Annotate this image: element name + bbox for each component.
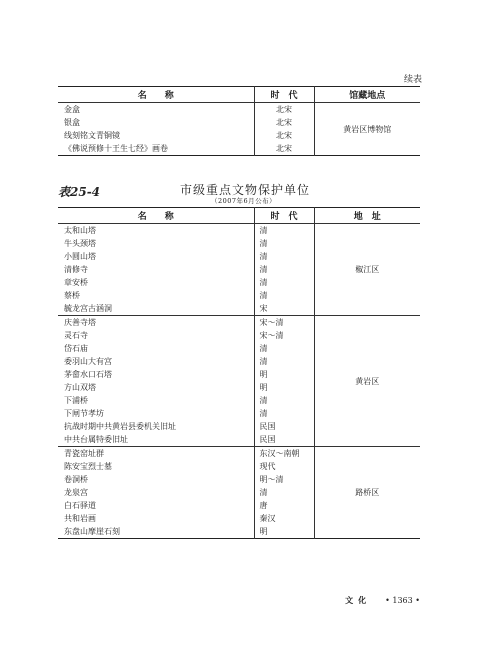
cell-address: 椒江区 [314, 224, 420, 316]
cell-era: 北宋 [254, 116, 314, 129]
cell-name: 太和山塔 [64, 226, 96, 235]
cell-name: 东盘山摩崖石刻 [64, 527, 120, 536]
cell-era: 清 [254, 276, 314, 289]
cell-name: 共和岩画 [64, 514, 96, 523]
cell-era: 明～清 [254, 473, 314, 486]
cell-era: 北宋 [254, 142, 314, 156]
continued-label: 续表 [403, 75, 422, 85]
cell-era: 清 [254, 263, 314, 276]
cell-address: 路桥区 [314, 447, 420, 539]
cell-name: 毓龙宫古涵洞 [64, 304, 112, 313]
cell-name: 岱石庙 [64, 344, 88, 353]
cell-name: 方山双塔 [64, 383, 96, 392]
museum-collection-table [58, 86, 420, 156]
cell-name: 银盒 [64, 118, 80, 127]
cell-era: 宋 [254, 302, 314, 316]
page-footer [345, 595, 420, 606]
cell-era: 清 [254, 486, 314, 499]
cell-name: 卷洞桥 [64, 475, 88, 484]
cell-era: 北宋 [254, 129, 314, 142]
header-era: 时 代 [254, 208, 314, 224]
table-label: 表25-4 [58, 185, 101, 199]
cell-name: 青瓷窑址群 [58, 447, 254, 461]
header-era: 时 代 [254, 87, 314, 103]
cell-era: 清 [254, 289, 314, 302]
cell-name: 金盒 [64, 105, 80, 114]
cell-name: 小圆山塔 [64, 252, 96, 261]
cell-era: 唐 [254, 499, 314, 512]
cell-name: 抗战时期中共黄岩县委机关旧址 [64, 422, 176, 431]
cell-name: 陈安宝烈士墓 [64, 462, 112, 471]
cell-name: 清修寺 [64, 265, 88, 274]
cell-era: 宋～清 [254, 316, 314, 330]
cell-era: 民国 [254, 433, 314, 447]
cell-location: 黄岩区博物馆 [314, 103, 420, 156]
cell-era: 清 [254, 237, 314, 250]
page-number: • 1363 • [385, 596, 420, 605]
cell-era: 宋～清 [254, 329, 314, 342]
table-row [58, 447, 420, 461]
cell-name: 茅畲水口石塔 [64, 370, 112, 379]
cell-era: 明 [254, 525, 314, 539]
heritage-sites-table [58, 207, 420, 539]
footer-section: 文化 [345, 595, 372, 605]
cell-address: 黄岩区 [314, 316, 420, 447]
cell-name: 委羽山大有宫 [64, 357, 112, 366]
cell-era: 清 [254, 394, 314, 407]
cell-era: 清 [254, 342, 314, 355]
table-title: 市级重点文物保护单位 [180, 183, 311, 197]
cell-era: 清 [254, 224, 314, 238]
cell-name: 灵石寺 [64, 331, 88, 340]
table-subtitle: （2007年6月公布） [211, 197, 277, 205]
cell-name: 牛头颈塔 [64, 239, 96, 248]
table-row [58, 103, 420, 117]
cell-name: 中共台属特委旧址 [64, 435, 128, 444]
cell-era: 北宋 [254, 103, 314, 117]
cell-era: 明 [254, 381, 314, 394]
header-address: 地 址 [314, 208, 420, 224]
table-row [58, 224, 420, 238]
header-name: 名 称 [58, 87, 254, 103]
cell-name: 下浦桥 [64, 396, 88, 405]
cell-name: 蔡桥 [64, 291, 80, 300]
cell-era: 清 [254, 355, 314, 368]
cell-name: 庆善寺塔 [58, 316, 254, 330]
cell-era: 东汉～南朝 [254, 447, 314, 461]
cell-era: 明 [254, 368, 314, 381]
cell-era: 清 [254, 250, 314, 263]
cell-name: 《佛说预修十王生七经》画卷 [64, 144, 168, 153]
cell-era: 民国 [254, 420, 314, 433]
cell-name: 白石驿道 [64, 501, 96, 510]
cell-era: 现代 [254, 460, 314, 473]
header-location: 馆藏地点 [314, 87, 420, 103]
header-name: 名 称 [58, 208, 254, 224]
cell-name: 下闸节孝坊 [64, 409, 104, 418]
cell-name: 龙泉宫 [64, 488, 88, 497]
cell-era: 秦汉 [254, 512, 314, 525]
cell-name: 章安桥 [64, 278, 88, 287]
table-row [58, 316, 420, 330]
cell-name: 线刻铭文青铜镜 [64, 131, 120, 140]
cell-era: 清 [254, 407, 314, 420]
